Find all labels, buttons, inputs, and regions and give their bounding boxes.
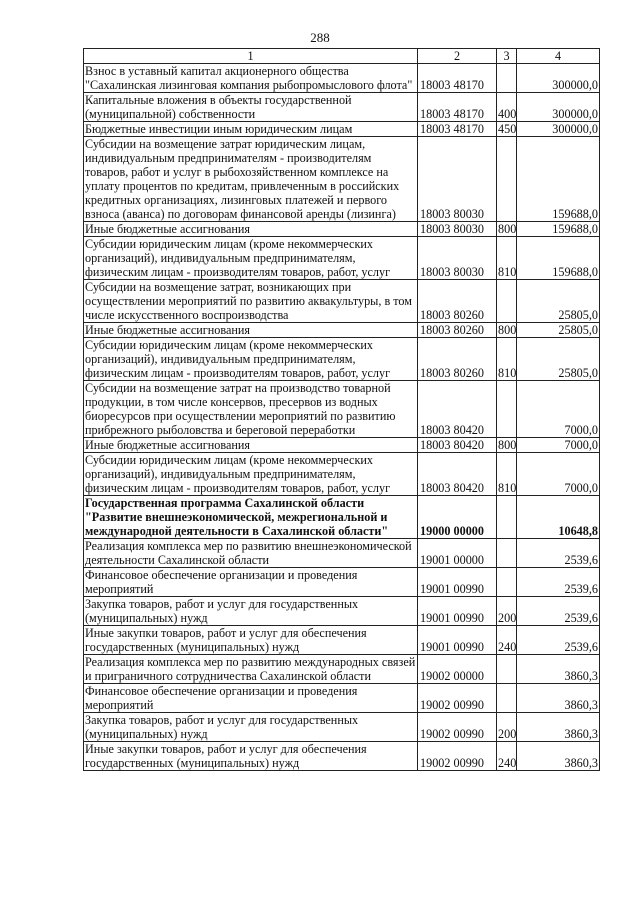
table-row <box>84 713 600 742</box>
table-row <box>84 684 600 713</box>
row-type-cell <box>497 568 517 597</box>
row-type-cell: 800 <box>498 222 517 236</box>
row-type-cell <box>497 64 517 93</box>
row-amount-cell: 3860,3 <box>517 655 600 684</box>
row-amount-cell: 300000,0 <box>517 93 600 122</box>
row-name-cell: Субсидии на возмещение затрат, возникающих при осуществлении мероприятий по развитию аквакультуры, в том числе искусственного воспроизводства <box>84 280 418 323</box>
row-type-cell: 450 <box>498 122 517 136</box>
table-row <box>84 137 600 222</box>
row-type-cell <box>497 381 517 438</box>
row-name-cell: Субсидии юридическим лицам (кроме некоммерческих организаций), индивидуальным предпринимателям, физическим лицам - производителям товаров, работ, услуг <box>84 237 418 280</box>
row-code-cell: 18003 80420 <box>418 381 497 438</box>
row-amount-cell: 7000,0 <box>517 381 600 438</box>
row-name-cell: Реализация комплекса мер по развитию международных связей и приграничного сотрудничества Сахалинской области <box>84 655 418 684</box>
row-name-cell: Иные закупки товаров, работ и услуг для обеспечения государственных (муниципальных) нужд <box>84 742 418 771</box>
row-name-cell: Финансовое обеспечение организации и проведения мероприятий <box>84 568 418 597</box>
table-row <box>84 222 600 237</box>
row-name-cell: Субсидии юридическим лицам (кроме некоммерческих организаций), индивидуальным предпринимателям, физическим лицам - производителям товаров, работ, услуг <box>84 338 418 381</box>
row-code-cell: 19002 00990 <box>418 713 497 742</box>
row-type-cell <box>497 496 517 539</box>
table-row <box>84 280 600 323</box>
table-row <box>84 568 600 597</box>
row-code-cell: 19000 00000 <box>418 496 497 539</box>
row-amount-cell: 300000,0 <box>517 64 600 93</box>
row-type-cell: 400 <box>497 93 517 122</box>
table-row <box>84 626 600 655</box>
row-amount-cell: 25805,0 <box>517 338 600 381</box>
row-code-cell: 19002 00000 <box>418 655 497 684</box>
row-amount-cell: 159688,0 <box>517 222 600 237</box>
row-amount-cell: 159688,0 <box>517 137 600 222</box>
table-row <box>84 122 600 137</box>
header-col-4: 4 <box>517 49 600 64</box>
row-name-cell: Субсидии на возмещение затрат на производство товарной продукции, в том числе консервов, пресервов из водных биоресурсов при осуществлении мероприятий по развитию прибрежного рыболовства и береговой переработки <box>84 381 418 438</box>
table-row <box>84 742 600 771</box>
row-name-cell: Бюджетные инвестиции иным юридическим лицам <box>84 122 418 137</box>
row-amount-cell: 25805,0 <box>517 323 600 338</box>
row-amount-cell: 3860,3 <box>517 713 600 742</box>
row-amount-cell: 2539,6 <box>517 568 600 597</box>
row-type-cell: 800 <box>498 323 517 337</box>
row-type-cell: 200 <box>497 713 517 742</box>
row-name-cell: Закупка товаров, работ и услуг для государственных (муниципальных) нужд <box>84 597 418 626</box>
row-amount-cell: 7000,0 <box>517 438 600 453</box>
row-amount-cell: 3860,3 <box>517 684 600 713</box>
table-row <box>84 453 600 496</box>
row-amount-cell: 7000,0 <box>517 453 600 496</box>
table-row <box>84 64 600 93</box>
row-code-cell: 19001 00990 <box>418 626 497 655</box>
budget-table <box>83 48 600 771</box>
row-type-cell <box>497 684 517 713</box>
row-type-cell <box>497 655 517 684</box>
row-amount-cell: 2539,6 <box>517 626 600 655</box>
table-row <box>84 438 600 453</box>
row-amount-cell: 300000,0 <box>517 122 600 137</box>
row-code-cell: 19002 00990 <box>418 684 497 713</box>
row-code-cell: 18003 48170 <box>418 64 497 93</box>
header-col-2: 2 <box>418 49 497 64</box>
row-code-cell: 18003 80030 <box>418 137 497 222</box>
row-type-cell <box>497 539 517 568</box>
row-type-cell: 810 <box>497 237 517 280</box>
row-code-cell: 18003 48170 <box>418 122 497 137</box>
table-row <box>84 323 600 338</box>
row-name-cell: Иные закупки товаров, работ и услуг для обеспечения государственных (муниципальных) нужд <box>84 626 418 655</box>
row-code-cell: 18003 80420 <box>418 453 497 496</box>
row-type-cell: 810 <box>497 338 517 381</box>
row-code-cell: 19002 00990 <box>418 742 497 771</box>
row-type-cell: 200 <box>497 597 517 626</box>
row-amount-cell: 3860,3 <box>517 742 600 771</box>
row-type-cell: 240 <box>497 742 517 771</box>
row-name-cell: Иные бюджетные ассигнования <box>84 222 418 237</box>
row-type-cell <box>497 280 517 323</box>
row-amount-cell: 2539,6 <box>517 539 600 568</box>
row-name-cell: Капитальные вложения в объекты государственной (муниципальной) собственности <box>84 93 418 122</box>
row-name-cell: Закупка товаров, работ и услуг для государственных (муниципальных) нужд <box>84 713 418 742</box>
table-row <box>84 496 600 539</box>
table-row <box>84 381 600 438</box>
row-type-cell: 800 <box>498 438 517 452</box>
table-row <box>84 597 600 626</box>
row-code-cell: 18003 80260 <box>418 338 497 381</box>
page-number: 288 <box>310 30 330 45</box>
table-row <box>84 93 600 122</box>
row-amount-cell: 159688,0 <box>517 237 600 280</box>
row-code-cell: 19001 00990 <box>418 568 497 597</box>
header-col-3: 3 <box>497 49 517 64</box>
table-row <box>84 539 600 568</box>
row-code-cell: 18003 80260 <box>418 323 497 338</box>
table-row <box>84 338 600 381</box>
table-row <box>84 655 600 684</box>
row-name-cell: Иные бюджетные ассигнования <box>84 438 418 453</box>
row-name-cell: Субсидии на возмещение затрат юридическим лицам, индивидуальным предпринимателям - производителям товаров, работ и услуг в рыбохозяйственном комплексе на уплату процентов по кредитам, привлеченным в российских кредитных организациях, лизинговых платежей и первого взноса (аванса) по договорам финансовой аренды (лизинга) <box>84 137 418 222</box>
row-type-cell <box>497 137 517 222</box>
row-name-cell: Иные бюджетные ассигнования <box>84 323 418 338</box>
row-code-cell: 18003 48170 <box>418 93 497 122</box>
row-code-cell: 18003 80420 <box>418 438 497 453</box>
row-type-cell: 810 <box>497 453 517 496</box>
row-name-cell: Финансовое обеспечение организации и проведения мероприятий <box>84 684 418 713</box>
row-code-cell: 18003 80030 <box>418 222 497 237</box>
row-name-cell: Субсидии юридическим лицам (кроме некоммерческих организаций), индивидуальным предпринимателям, физическим лицам - производителям товаров, работ, услуг <box>84 453 418 496</box>
row-amount-cell: 2539,6 <box>517 597 600 626</box>
row-name-cell: Государственная программа Сахалинской области "Развитие внешнеэкономической, межрегиональной и международной деятельности в Сахалинской области" <box>84 496 418 539</box>
row-type-cell: 240 <box>497 626 517 655</box>
row-amount-cell: 10648,8 <box>517 496 600 539</box>
row-code-cell: 18003 80030 <box>418 237 497 280</box>
row-name-cell: Реализация комплекса мер по развитию внешнеэкономической деятельности Сахалинской области <box>84 539 418 568</box>
row-name-cell: Взнос в уставный капитал акционерного общества "Сахалинская лизинговая компания рыбопромыслового флота" <box>84 64 418 93</box>
table-row <box>84 237 600 280</box>
row-code-cell: 18003 80260 <box>418 280 497 323</box>
row-code-cell: 19001 00000 <box>418 539 497 568</box>
header-col-1: 1 <box>84 49 418 64</box>
row-code-cell: 19001 00990 <box>418 597 497 626</box>
table-header-row <box>84 49 600 64</box>
row-amount-cell: 25805,0 <box>517 280 600 323</box>
